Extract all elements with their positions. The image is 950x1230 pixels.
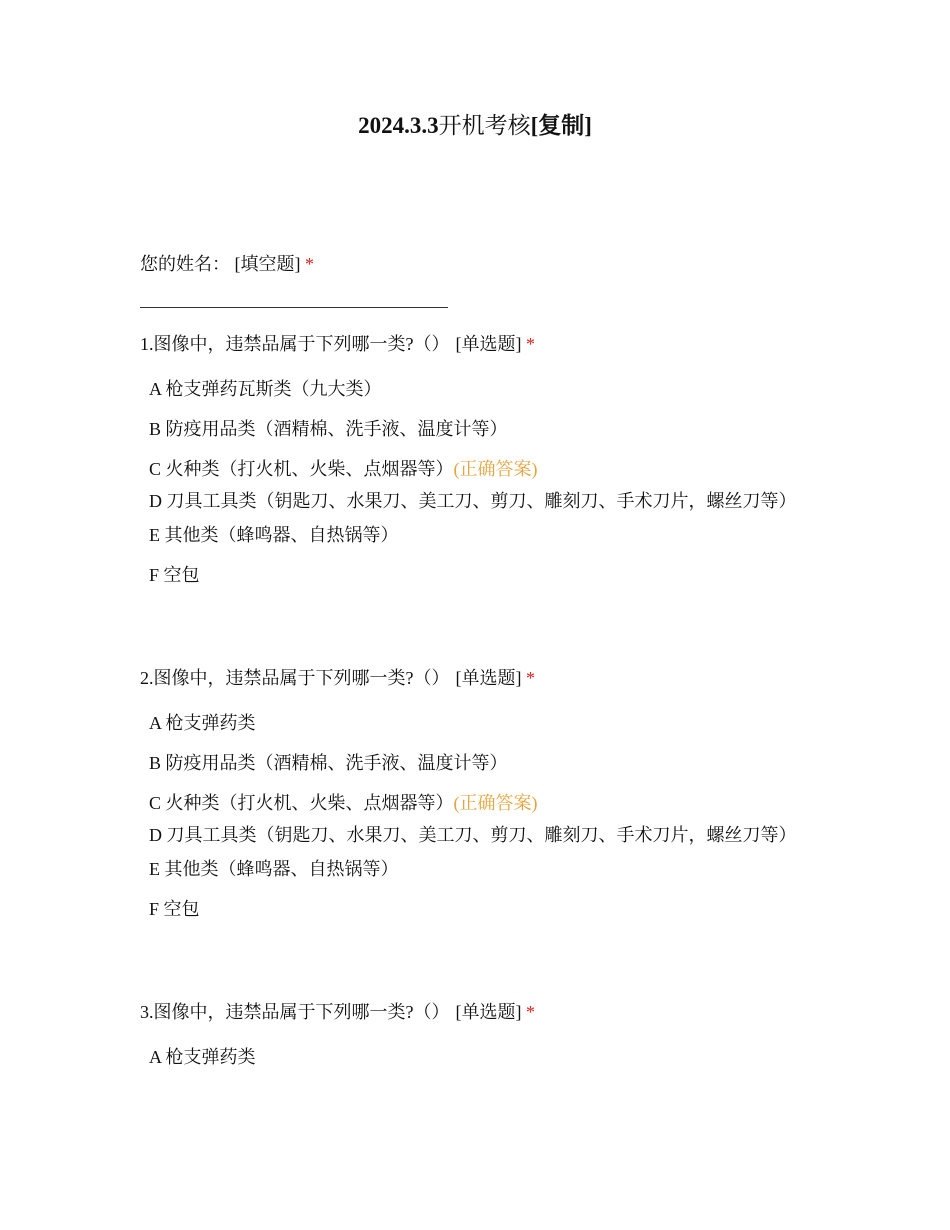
option-c	[149, 791, 799, 815]
option-a	[149, 377, 799, 401]
question-text: 3.图像中，违禁品属于下列哪一类?（）	[140, 1002, 450, 1022]
question-header	[140, 331, 800, 357]
option-c	[149, 457, 799, 481]
option-f	[149, 563, 799, 587]
option-list	[140, 711, 799, 921]
required-mark: *	[526, 668, 535, 688]
correct-answer-label: (正确答案)	[453, 793, 538, 813]
correct-answer-label: (正确答案)	[453, 459, 538, 479]
title-text: 开机考核	[438, 113, 531, 138]
option-text: E 其他类（蜂鸣器、自热锅等）	[149, 525, 399, 545]
title-suffix: [复制]	[530, 113, 592, 138]
option-f	[149, 897, 799, 921]
option-list	[140, 1045, 799, 1069]
option-text: C 火种类（打火机、火柴、点烟器等）	[149, 793, 454, 813]
name-label-text: 您的姓名：	[140, 254, 230, 274]
option-a	[149, 1045, 799, 1069]
option-b	[149, 751, 799, 775]
question-header	[140, 665, 800, 691]
page-title	[0, 110, 950, 142]
option-d	[149, 489, 799, 513]
option-text: D 刀具工具类（钥匙刀、水果刀、美工刀、剪刀、雕刻刀、手术刀片，螺丝刀等）	[149, 491, 797, 511]
question-3	[140, 999, 800, 1085]
question-header	[140, 999, 800, 1025]
name-answer-line	[140, 307, 448, 308]
option-text: A 枪支弹药类	[149, 1047, 256, 1067]
option-text: D 刀具工具类（钥匙刀、水果刀、美工刀、剪刀、雕刻刀、手术刀片，螺丝刀等）	[149, 825, 797, 845]
question-type: [单选题]	[455, 1002, 522, 1022]
option-text: B 防疫用品类（酒精棉、洗手液、温度计等）	[149, 753, 508, 773]
name-question-type: [填空题]	[234, 254, 301, 274]
option-list	[140, 377, 799, 587]
question-1	[140, 331, 800, 603]
option-text: F 空包	[149, 565, 200, 585]
option-text: B 防疫用品类（酒精棉、洗手液、温度计等）	[149, 419, 508, 439]
option-text: E 其他类（蜂鸣器、自热锅等）	[149, 859, 399, 879]
option-text: C 火种类（打火机、火柴、点烟器等）	[149, 459, 454, 479]
question-type: [单选题]	[455, 334, 522, 354]
option-d	[149, 823, 799, 847]
required-mark: *	[526, 334, 535, 354]
option-e	[149, 523, 799, 547]
required-mark: *	[305, 254, 314, 274]
option-a	[149, 711, 799, 735]
option-b	[149, 417, 799, 441]
question-type: [单选题]	[455, 668, 522, 688]
name-question-label	[140, 251, 314, 277]
question-text: 2.图像中，违禁品属于下列哪一类?（）	[140, 668, 450, 688]
required-mark: *	[526, 1002, 535, 1022]
option-text: F 空包	[149, 899, 200, 919]
title-date: 2024.3.3	[358, 113, 439, 138]
question-text: 1.图像中，违禁品属于下列哪一类?（）	[140, 334, 450, 354]
option-text: A 枪支弹药类	[149, 713, 256, 733]
question-2	[140, 665, 800, 937]
option-e	[149, 857, 799, 881]
option-text: A 枪支弹药瓦斯类（九大类）	[149, 379, 382, 399]
